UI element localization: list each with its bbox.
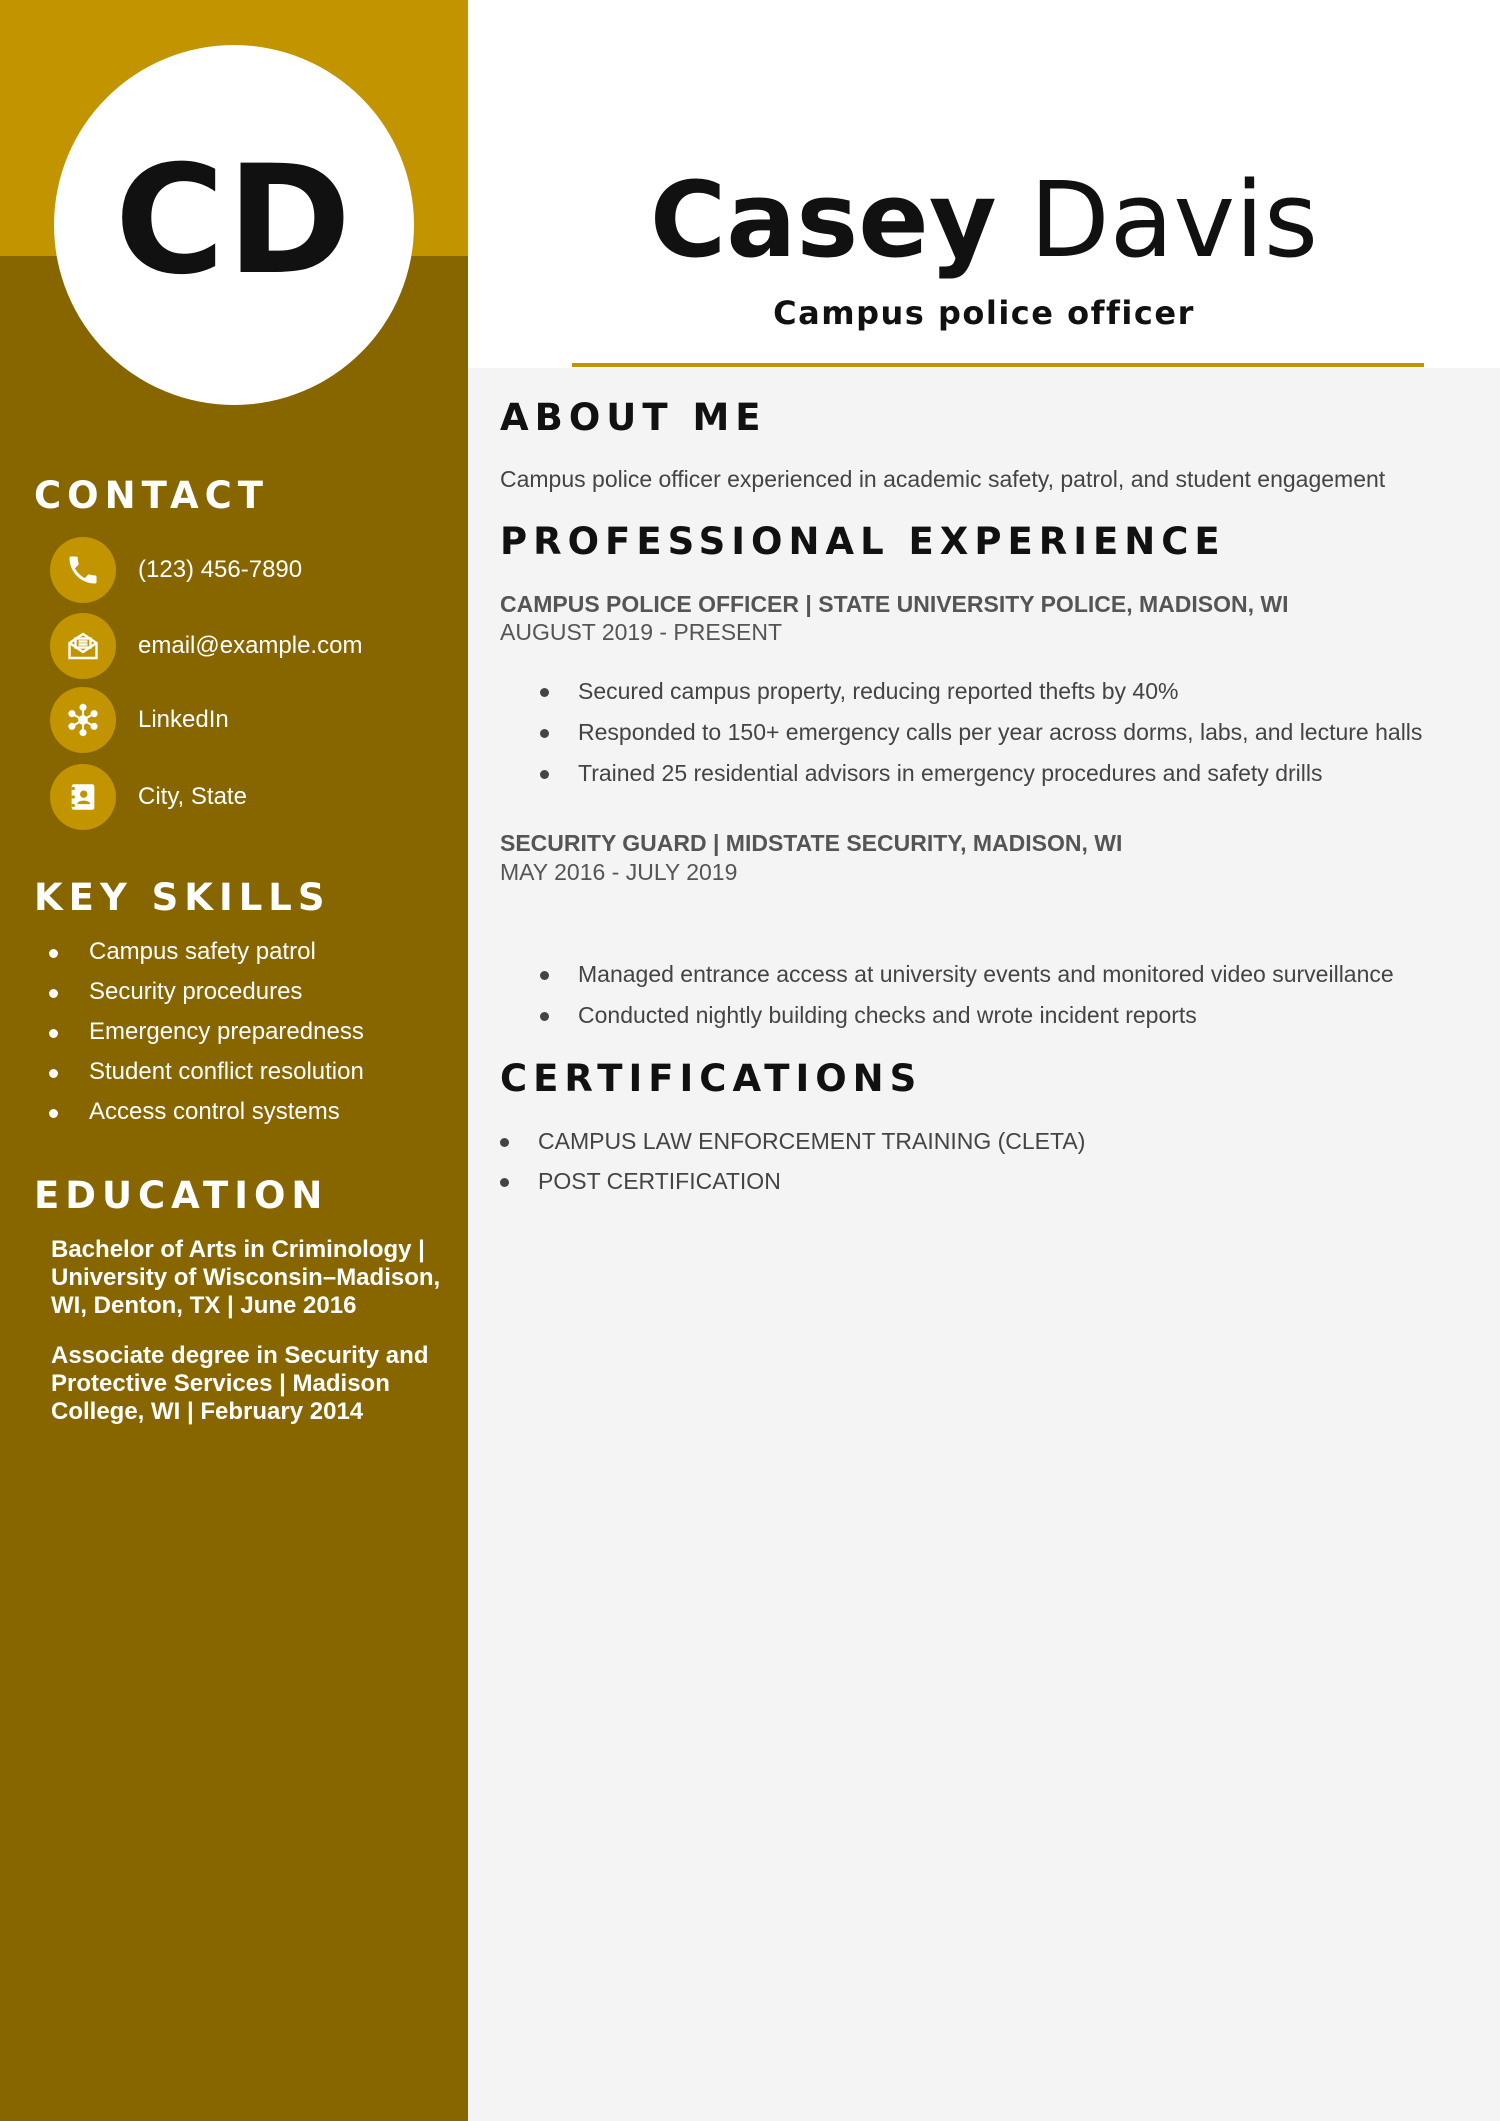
- job-dates: MAY 2016 - JULY 2019: [500, 859, 738, 885]
- skill-item: Emergency preparedness: [34, 1012, 364, 1052]
- phone-number: (123) 456-7890: [138, 556, 303, 583]
- job-bullet: Managed entrance access at university events and monitored video surveillance: [538, 954, 1394, 995]
- header-divider: [572, 363, 1424, 367]
- skill-item: Student conflict resolution: [34, 1052, 364, 1092]
- job-title-line: SECURITY GUARD | MIDSTATE SECURITY, MADISON, WI: [500, 830, 1123, 856]
- linkedin-label: LinkedIn: [138, 706, 229, 733]
- job-bullet: Responded to 150+ emergency calls per year across dorms, labs, and lecture halls: [538, 712, 1422, 753]
- education-item: Bachelor of Arts in Criminology | University of Wisconsin–Madison, WI, Denton, TX | June 2016: [51, 1236, 441, 1319]
- certifications-list: [500, 1121, 1085, 1201]
- certification-item: POST CERTIFICATION: [500, 1161, 1085, 1201]
- address-book-icon: [50, 764, 116, 830]
- email-icon: [50, 613, 116, 679]
- monogram-badge: [54, 45, 414, 405]
- job-bullet: Conducted nightly building checks and wrote incident reports: [538, 995, 1394, 1036]
- network-icon: [50, 687, 116, 753]
- contact-email: [50, 614, 362, 678]
- last-name: Davis: [1029, 159, 1319, 281]
- certification-item: CAMPUS LAW ENFORCEMENT TRAINING (CLETA): [500, 1121, 1085, 1161]
- contact-phone: [50, 538, 302, 602]
- education-heading: EDUCATION: [34, 1174, 329, 1217]
- skills-list: [34, 932, 364, 1132]
- about-heading: ABOUT ME: [500, 396, 767, 439]
- skill-item: Campus safety patrol: [34, 932, 364, 972]
- candidate-name: [468, 159, 1500, 281]
- job-dates: AUGUST 2019 - PRESENT: [500, 619, 783, 645]
- certifications-heading: CERTIFICATIONS: [500, 1057, 923, 1100]
- job-bullet: Trained 25 residential advisors in emergency procedures and safety drills: [538, 753, 1422, 794]
- job-title-line: CAMPUS POLICE OFFICER | STATE UNIVERSITY POLICE, MADISON, WI: [500, 591, 1289, 617]
- skill-item: Access control systems: [34, 1092, 364, 1132]
- job-title: Campus police officer: [773, 294, 1195, 332]
- skill-item: Security procedures: [34, 972, 364, 1012]
- phone-icon: [50, 537, 116, 603]
- about-text: Campus police officer experienced in academic safety, patrol, and student engagement: [500, 466, 1386, 492]
- job-bullets: [538, 954, 1394, 1036]
- skills-heading: KEY SKILLS: [34, 876, 331, 919]
- contact-heading: CONTACT: [34, 474, 269, 517]
- education-item: Associate degree in Security and Protective Services | Madison College, WI | February 2014: [51, 1342, 429, 1425]
- header: [468, 0, 1500, 368]
- location-text: City, State: [138, 783, 247, 810]
- experience-heading: PROFESSIONAL EXPERIENCE: [500, 520, 1226, 563]
- first-name: Casey: [649, 159, 997, 281]
- contact-location: [50, 765, 247, 829]
- monogram-text: CD: [114, 134, 354, 308]
- contact-linkedin: [50, 688, 229, 752]
- job-bullets: [538, 671, 1422, 794]
- email-address: email@example.com: [138, 632, 363, 659]
- job-bullet: Secured campus property, reducing reported thefts by 40%: [538, 671, 1422, 712]
